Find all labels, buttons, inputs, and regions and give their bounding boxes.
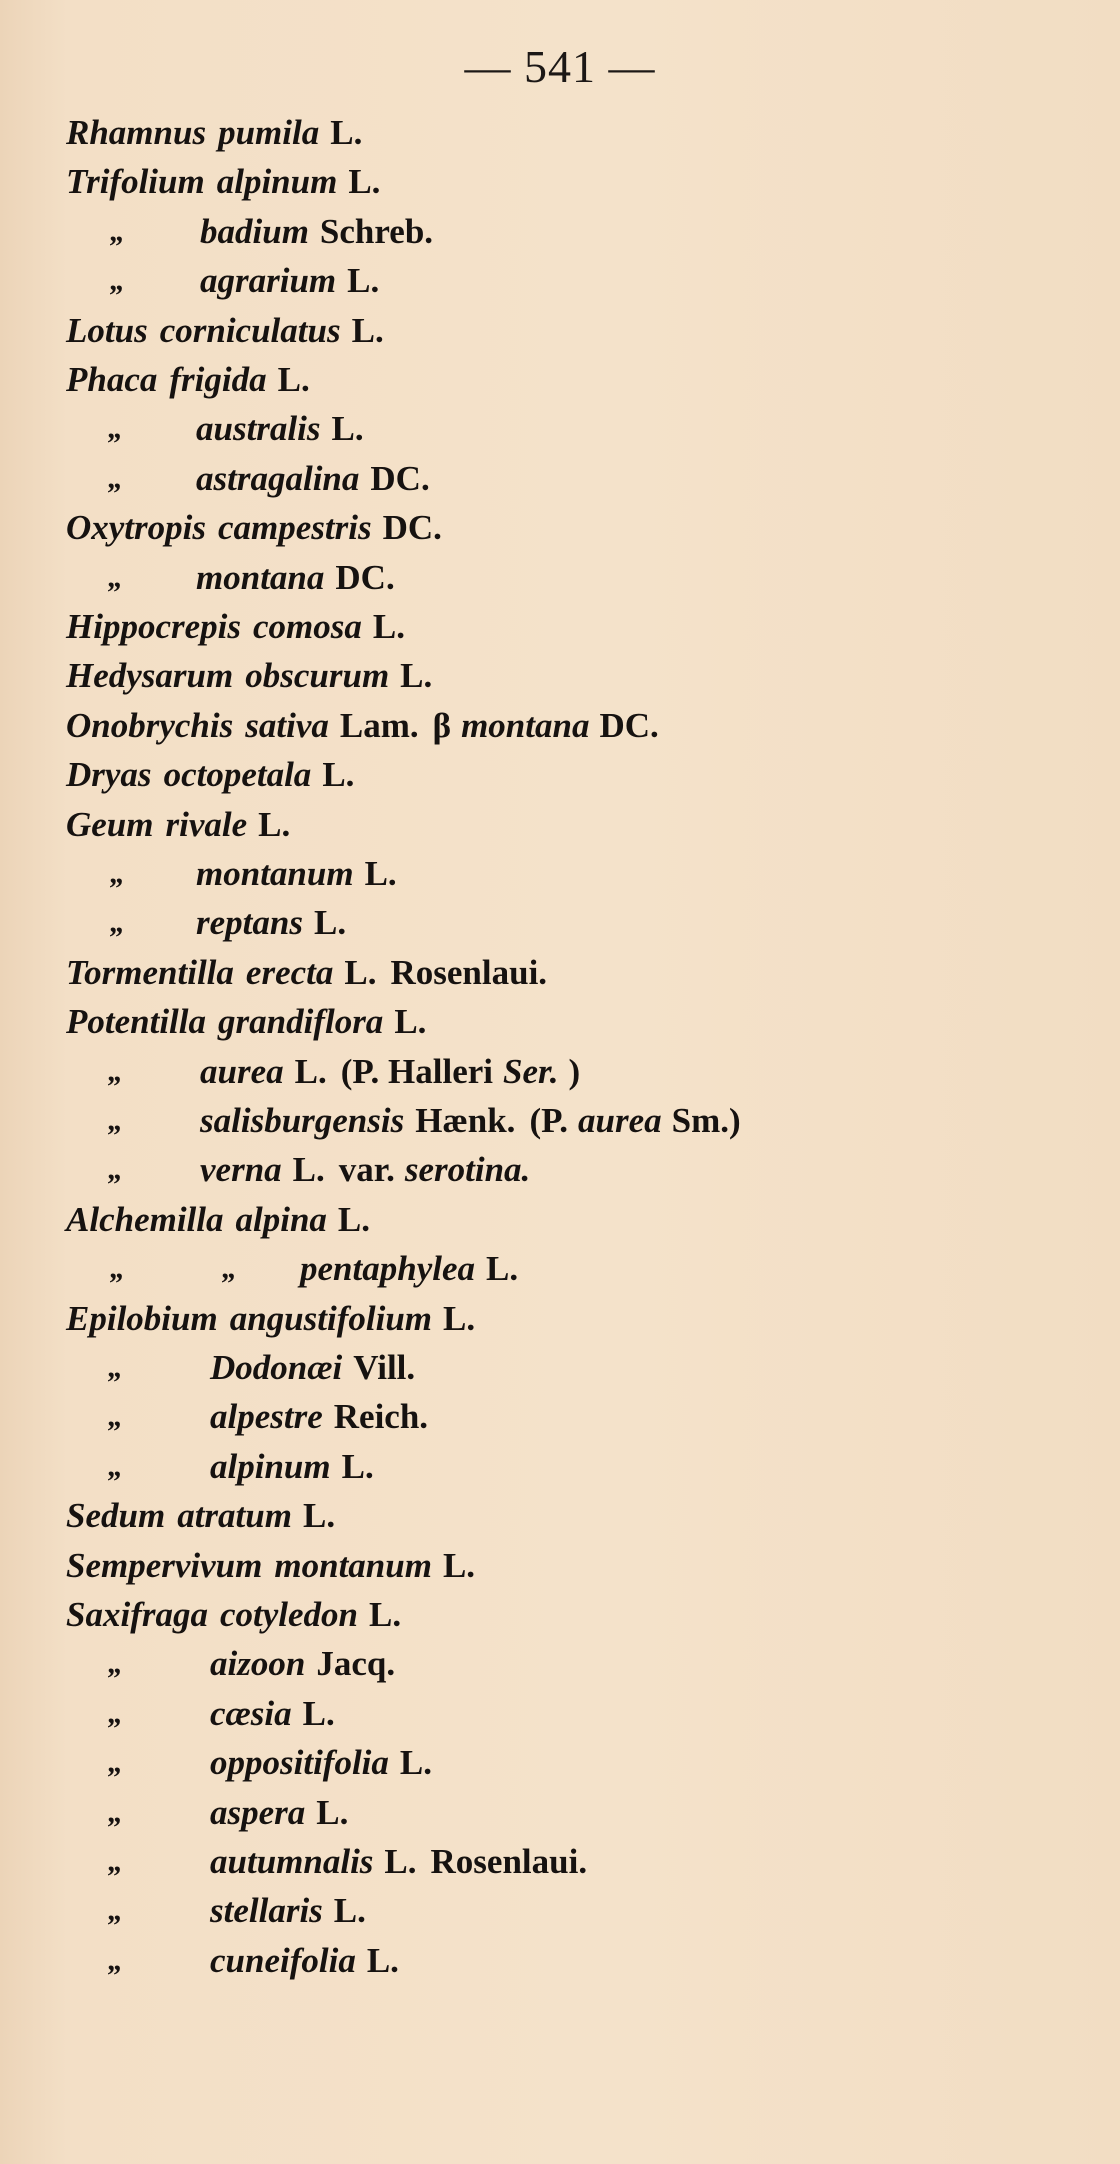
species-name: corniculatus	[159, 310, 341, 350]
entry-note: )	[568, 1051, 581, 1091]
author-abbrev: L.	[302, 1496, 336, 1536]
author-abbrev: L.	[443, 1298, 476, 1338]
author-abbrev: Vill.	[353, 1348, 416, 1387]
species-name: erecta	[245, 952, 334, 992]
species-name: aizoon	[210, 1644, 306, 1684]
author-abbrev: L.	[341, 1446, 374, 1486]
entry-note-italic: aurea	[578, 1101, 662, 1140]
author-abbrev: L.	[384, 1842, 417, 1881]
species-name: comosa	[252, 607, 362, 646]
species-name: rivale	[165, 804, 248, 844]
author-abbrev: DC.	[370, 458, 430, 498]
species-name: pentaphylea	[300, 1249, 475, 1289]
species-name: cotyledon	[219, 1595, 358, 1634]
ditto-mark: „	[108, 1449, 123, 1483]
entry-note: Sm.)	[671, 1101, 741, 1140]
author-abbrev: L.	[400, 656, 433, 696]
author-abbrev: L.	[258, 804, 291, 844]
species-name: alpinum	[210, 1446, 331, 1486]
genus-name: Hedysarum	[66, 656, 234, 696]
genus-name: Hippocrepis	[66, 607, 241, 646]
author-abbrev: Lam.	[339, 705, 419, 745]
ditto-mark: „	[110, 214, 125, 248]
author-abbrev: L.	[302, 1693, 335, 1733]
ditto-mark: „	[108, 1400, 123, 1434]
author-abbrev: L.	[277, 360, 310, 399]
author-abbrev: Hænk.	[415, 1101, 516, 1140]
author-abbrev: L.	[348, 162, 381, 202]
author-abbrev: L.	[351, 310, 384, 350]
author-abbrev: L.	[337, 1199, 371, 1239]
species-name: montanum	[274, 1545, 432, 1585]
ditto-mark: „	[108, 560, 123, 594]
author-abbrev: L.	[316, 1792, 349, 1832]
author-abbrev: L.	[313, 903, 347, 943]
author-abbrev: Jacq.	[316, 1644, 396, 1684]
author-abbrev: Schreb.	[319, 211, 434, 251]
species-name: cæsia	[210, 1693, 292, 1733]
ditto-mark: „	[108, 1845, 123, 1878]
ditto-mark: „	[108, 1104, 123, 1137]
species-name: australis	[196, 409, 321, 449]
entry-note: β	[432, 705, 452, 745]
genus-name: Potentilla	[66, 1002, 206, 1042]
genus-name: Dryas	[66, 755, 152, 795]
ditto-mark: „	[108, 1894, 123, 1928]
genus-name: Saxifraga	[66, 1595, 208, 1634]
species-name: alpina	[235, 1199, 327, 1239]
genus-name: Oxytropis	[66, 508, 206, 548]
genus-name: Geum	[66, 804, 154, 844]
author-abbrev: L.	[330, 113, 363, 152]
page-number: — 541 —	[464, 41, 656, 92]
species-name: aurea	[200, 1051, 284, 1091]
entry-note-italic: montana	[461, 705, 590, 745]
species-name: badium	[200, 211, 309, 251]
species-name: Dodonæi	[210, 1348, 343, 1387]
species-name: alpestre	[210, 1397, 323, 1437]
author-abbrev: L.	[369, 1595, 402, 1634]
species-name: aspera	[210, 1792, 306, 1832]
species-name: agrarium	[200, 261, 337, 301]
species-name: obscurum	[245, 656, 390, 696]
ditto-mark: „	[108, 1696, 123, 1730]
species-name: grandiflora	[218, 1002, 384, 1042]
genus-name: Epilobium	[66, 1298, 218, 1338]
species-name: campestris	[218, 508, 372, 548]
ditto-mark: „	[108, 1943, 123, 1977]
species-name: autumnalis	[210, 1842, 374, 1881]
ditto-mark: „	[108, 1647, 123, 1681]
species-name: salisburgensis	[200, 1101, 405, 1140]
author-abbrev: L.	[322, 755, 355, 795]
entry-note: Rosenlaui.	[390, 952, 548, 992]
author-abbrev: L.	[347, 261, 380, 301]
genus-name: Sedum	[66, 1496, 166, 1536]
genus-name: Phaca	[66, 360, 158, 399]
author-abbrev: L.	[485, 1249, 519, 1289]
author-abbrev: L.	[364, 854, 397, 893]
species-name: stellaris	[210, 1891, 323, 1931]
ditto-mark: „	[108, 1351, 123, 1384]
ditto-mark: „	[222, 1252, 237, 1286]
species-name: montana	[196, 557, 325, 597]
author-abbrev: L.	[344, 952, 377, 992]
author-abbrev: L.	[294, 1051, 327, 1091]
species-name: octopetala	[163, 755, 312, 795]
author-abbrev: L.	[399, 1743, 433, 1783]
genus-name: Alchemilla	[66, 1199, 224, 1239]
ditto-mark: „	[108, 1746, 123, 1780]
author-abbrev: DC.	[335, 557, 395, 597]
species-name: astragalina	[196, 458, 360, 498]
genus-name: Sempervivum	[66, 1545, 263, 1585]
entry-note: DC.	[599, 705, 659, 745]
author-abbrev: L.	[333, 1891, 366, 1931]
entry-note: (P. Halleri	[340, 1051, 494, 1091]
author-abbrev: L.	[442, 1545, 476, 1585]
species-name: reptans	[196, 903, 303, 943]
genus-name: Rhamnus	[66, 113, 207, 152]
genus-name: Trifolium	[66, 162, 205, 202]
species-name: frigida	[169, 360, 267, 399]
entry-note: (P.	[529, 1101, 569, 1140]
author-abbrev: L.	[372, 607, 405, 646]
species-name: verna	[200, 1150, 282, 1190]
author-abbrev: L.	[292, 1150, 325, 1190]
entry-note: Rosenlaui.	[430, 1842, 588, 1881]
entry-note-italic: serotina.	[404, 1150, 531, 1190]
author-abbrev: L.	[394, 1002, 427, 1042]
author-abbrev: Reich.	[333, 1397, 429, 1437]
species-name: pumila	[218, 113, 320, 152]
species-name: angustifolium	[229, 1298, 433, 1338]
ditto-mark: „	[108, 461, 123, 495]
author-abbrev: DC.	[382, 508, 442, 548]
species-name: oppositifolia	[210, 1743, 389, 1783]
author-abbrev: L.	[366, 1940, 399, 1980]
ditto-mark: „	[110, 264, 125, 298]
species-name: alpinum	[216, 162, 338, 202]
author-abbrev: L.	[331, 409, 364, 449]
ditto-mark: „	[108, 1795, 123, 1829]
ditto-mark: „	[110, 906, 125, 940]
ditto-mark: „	[110, 1252, 125, 1286]
entry-note: var.	[338, 1150, 395, 1190]
species-name: montanum	[196, 854, 354, 893]
genus-name: Onobrychis	[66, 705, 234, 745]
species-name: cuneifolia	[210, 1940, 356, 1980]
ditto-mark: „	[108, 1153, 123, 1187]
entry-note-italic: Ser.	[503, 1051, 559, 1091]
ditto-mark: „	[110, 857, 125, 890]
genus-name: Lotus	[66, 310, 148, 350]
genus-name: Tormentilla	[66, 952, 234, 992]
species-name: atratum	[177, 1496, 292, 1536]
species-name: sativa	[245, 705, 329, 745]
ditto-mark: „	[108, 1054, 123, 1088]
ditto-mark: „	[108, 412, 123, 446]
